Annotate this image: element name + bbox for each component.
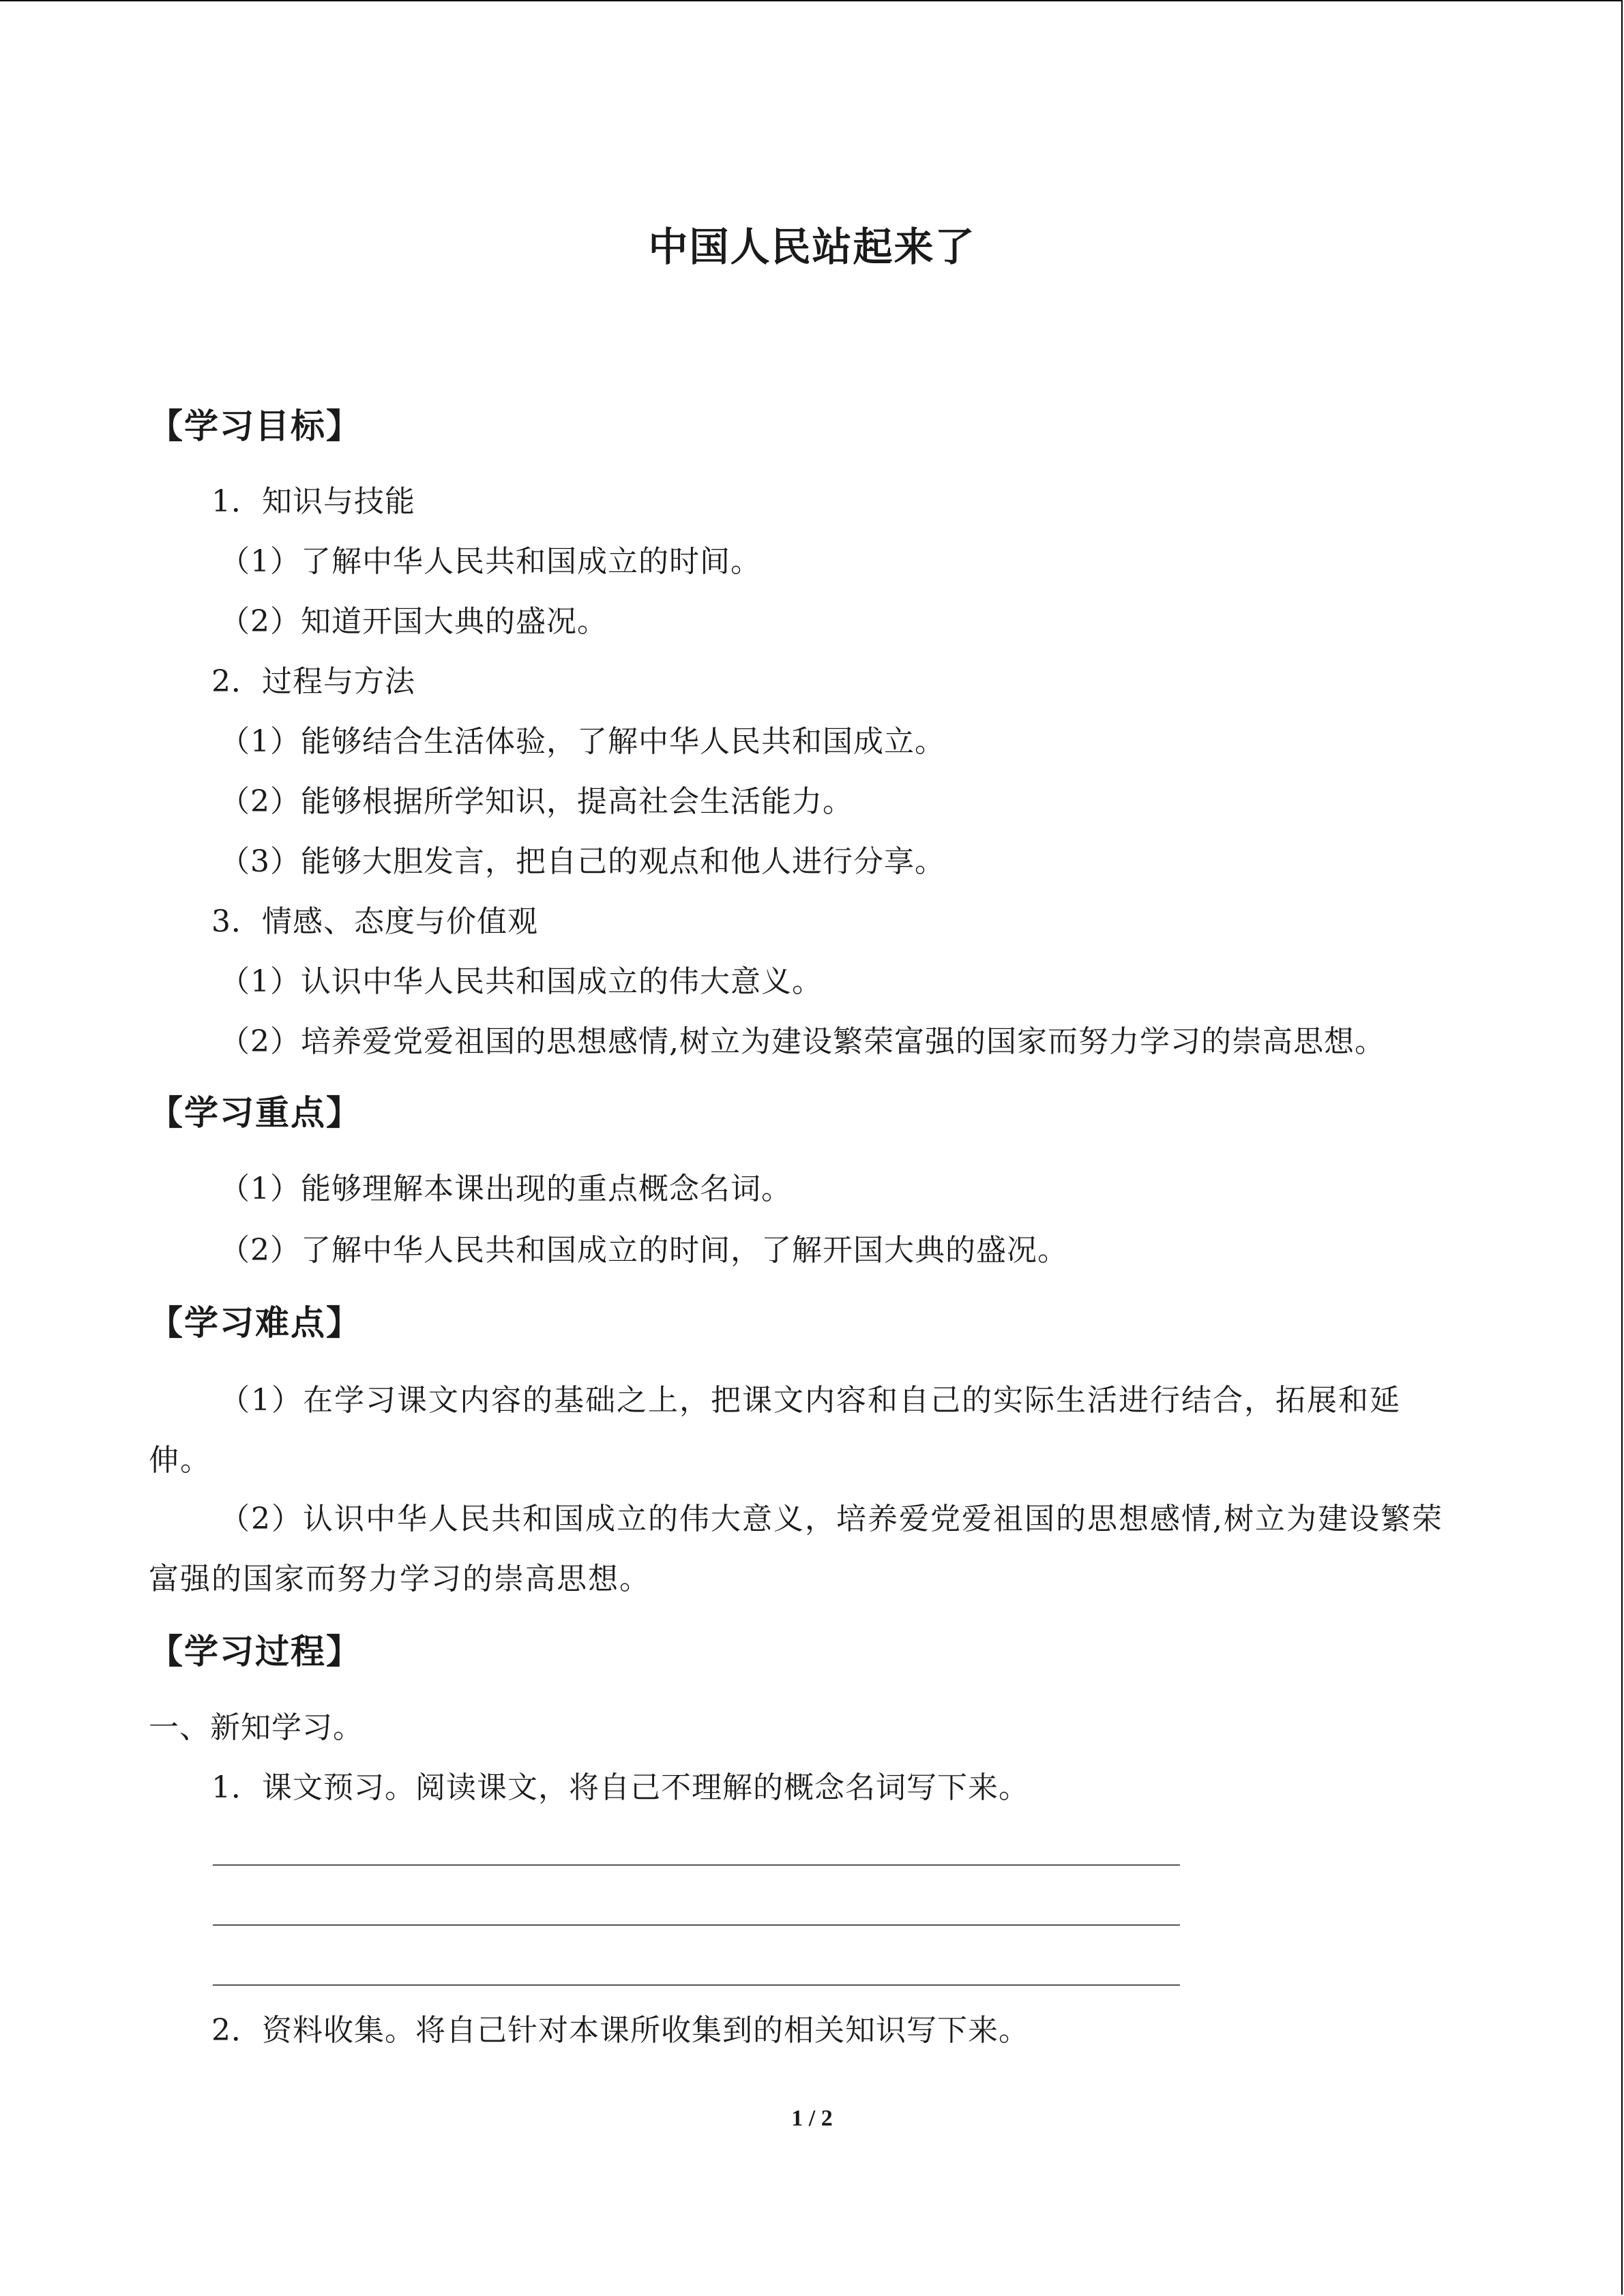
key-points-item: （2）了解中华人民共和国成立的时间，了解开国大典的盛况。	[220, 1233, 1068, 1268]
difficulties-heading: 【学习难点】	[149, 1303, 361, 1343]
objectives-item: （3）能够大胆发言，把自己的观点和他人进行分享。	[220, 844, 945, 879]
objectives-item: （2）培养爱党爱祖国的思想感情,树立为建设繁荣富强的国家而努力学习的崇高思想。	[220, 1024, 1385, 1059]
process-task-1: 1．课文预习。阅读课文，将自己不理解的概念名词写下来。	[211, 1770, 1029, 1805]
process-task-2: 2．资料收集。将自己针对本课所收集到的相关知识写下来。	[211, 2013, 1029, 2048]
objectives-item: （2）能够根据所学知识，提高社会生活能力。	[220, 784, 853, 819]
objectives-item: （1）了解中华人民共和国成立的时间。	[220, 544, 761, 579]
objectives-item: 2．过程与方法	[211, 664, 415, 699]
page-title: 中国人民站起来了	[648, 224, 976, 270]
difficulties-item: （1）在学习课文内容的基础之上，把课文内容和自己的实际生活进行结合，拓展和延伸。	[149, 1383, 1401, 1478]
objectives-item: 1．知识与技能	[211, 484, 415, 519]
answer-line[interactable]	[213, 1864, 1180, 1866]
key-points-item: （1）能够理解本课出现的重点概念名词。	[220, 1172, 792, 1206]
answer-line[interactable]	[213, 1924, 1180, 1926]
objectives-item: （1）认识中华人民共和国成立的伟大意义。	[220, 964, 823, 999]
objectives-item: （2）知道开国大典的盛况。	[220, 604, 608, 639]
process-heading: 【学习过程】	[149, 1632, 361, 1671]
difficulties-item: （2）认识中华人民共和国成立的伟大意义，培养爱党爱祖国的思想感情,树立为建设繁荣富强的国家而努力学习的崇高思想。	[149, 1502, 1443, 1596]
objectives-item: 3．情感、态度与价值观	[211, 904, 538, 939]
process-part-one: 一、新知学习。	[149, 1710, 364, 1745]
answer-line[interactable]	[213, 1984, 1180, 1986]
key-points-heading: 【学习重点】	[149, 1093, 361, 1133]
objectives-item: （1）能够结合生活体验，了解中华人民共和国成立。	[220, 724, 945, 759]
page-number: 1 / 2	[791, 2106, 833, 2131]
objectives-heading: 【学习目标】	[149, 406, 361, 446]
